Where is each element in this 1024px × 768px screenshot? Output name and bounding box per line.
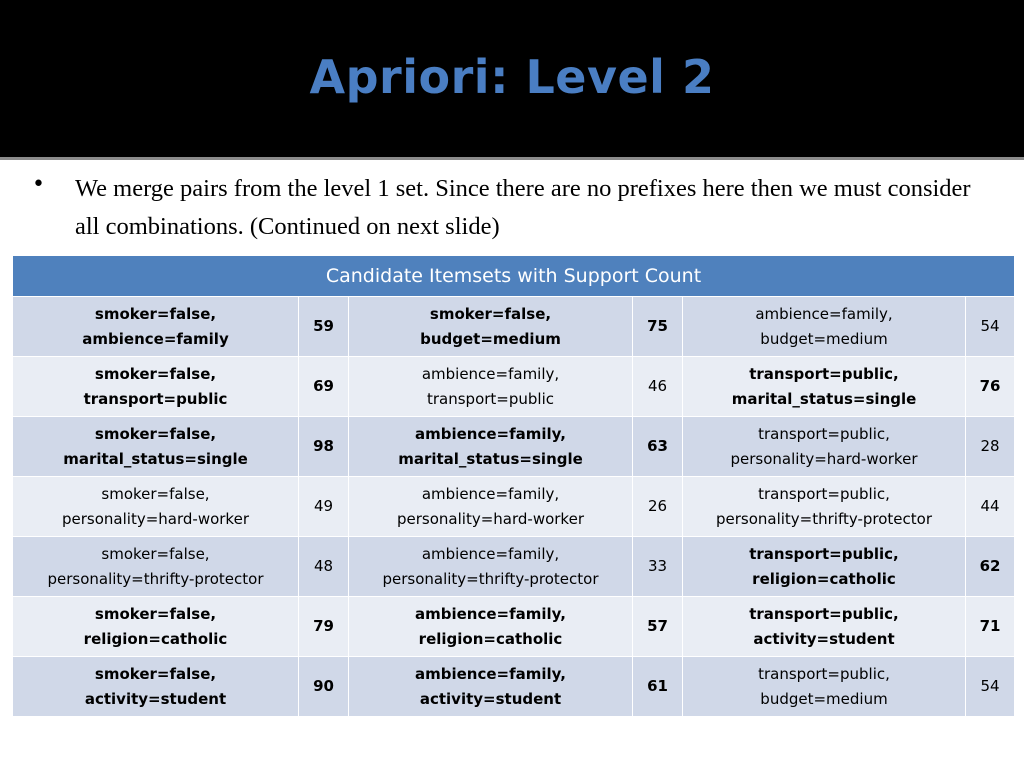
support-count-cell: 75 bbox=[633, 297, 683, 357]
itemset-cell bbox=[13, 297, 299, 357]
support-count-cell: 33 bbox=[633, 537, 683, 597]
itemset-cell bbox=[13, 657, 299, 717]
itemset-line-1: transport=public, bbox=[749, 604, 899, 623]
itemset-cell bbox=[13, 417, 299, 477]
itemset-cell bbox=[349, 357, 633, 417]
support-count-cell: 28 bbox=[966, 417, 1015, 477]
title-divider bbox=[0, 157, 1024, 160]
itemset-line-1: ambience=family, bbox=[421, 364, 560, 383]
itemset-line-2: personality=hard-worker bbox=[730, 449, 918, 468]
itemset-line-1: transport=public, bbox=[758, 484, 890, 503]
table-header-row bbox=[13, 256, 1015, 297]
itemset-cell bbox=[683, 537, 966, 597]
itemset-line-1: ambience=family, bbox=[421, 544, 560, 563]
support-count-cell: 71 bbox=[966, 597, 1015, 657]
itemset-line-1: smoker=false, bbox=[94, 364, 217, 383]
itemset-line-2: transport=public bbox=[426, 389, 554, 408]
support-count-cell: 49 bbox=[299, 477, 349, 537]
support-count-cell: 98 bbox=[299, 417, 349, 477]
itemset-line-1: smoker=false, bbox=[94, 304, 217, 323]
itemset-cell bbox=[683, 417, 966, 477]
itemset-line-2: religion=catholic bbox=[752, 569, 896, 588]
table-row bbox=[13, 477, 1015, 537]
itemset-line-1: transport=public, bbox=[749, 364, 899, 383]
itemset-line-2: religion=catholic bbox=[83, 629, 228, 648]
itemset-cell bbox=[349, 657, 633, 717]
bullet-icon: • bbox=[32, 172, 45, 197]
itemset-line-1: ambience=family, bbox=[421, 484, 560, 503]
itemset-line-2: budget=medium bbox=[760, 329, 888, 348]
table-row bbox=[13, 297, 1015, 357]
support-count-cell: 59 bbox=[299, 297, 349, 357]
itemset-line-2: activity=student bbox=[84, 689, 227, 708]
itemset-cell bbox=[349, 537, 633, 597]
bullet-text: We merge pairs from the level 1 set. Since there are no prefixes here then we must consider all combinations. (Continued on next slide) bbox=[75, 175, 971, 240]
support-count-cell: 61 bbox=[633, 657, 683, 717]
support-count-cell: 44 bbox=[966, 477, 1015, 537]
support-count-cell: 63 bbox=[633, 417, 683, 477]
support-count-cell: 46 bbox=[633, 357, 683, 417]
itemset-line-2: transport=public bbox=[83, 389, 228, 408]
itemset-line-2: marital_status=single bbox=[398, 449, 583, 468]
table-row bbox=[13, 417, 1015, 477]
itemset-cell bbox=[683, 477, 966, 537]
itemset-cell bbox=[683, 297, 966, 357]
table-row bbox=[13, 657, 1015, 717]
itemset-line-1: smoker=false, bbox=[429, 304, 552, 323]
itemset-cell bbox=[13, 477, 299, 537]
itemset-cell bbox=[683, 657, 966, 717]
itemset-line-1: ambience=family, bbox=[415, 424, 566, 443]
table-row bbox=[13, 537, 1015, 597]
itemset-line-1: transport=public, bbox=[749, 544, 899, 563]
support-count-cell: 76 bbox=[966, 357, 1015, 417]
itemset-cell bbox=[13, 597, 299, 657]
support-count-cell: 79 bbox=[299, 597, 349, 657]
itemset-line-1: ambience=family, bbox=[415, 604, 566, 623]
itemset-line-1: smoker=false, bbox=[94, 604, 217, 623]
itemset-line-1: ambience=family, bbox=[415, 664, 566, 683]
itemset-cell bbox=[349, 597, 633, 657]
itemset-cell bbox=[349, 297, 633, 357]
table-row bbox=[13, 357, 1015, 417]
itemset-line-2: ambience=family bbox=[82, 329, 229, 348]
itemset-line-2: marital_status=single bbox=[63, 449, 248, 468]
support-count-cell: 69 bbox=[299, 357, 349, 417]
candidate-itemsets-table bbox=[12, 255, 1015, 717]
itemset-cell bbox=[683, 597, 966, 657]
slide-title: Apriori: Level 2 bbox=[309, 50, 715, 104]
itemset-line-2: activity=student bbox=[419, 689, 562, 708]
itemset-cell bbox=[349, 417, 633, 477]
itemset-line-1: transport=public, bbox=[758, 424, 890, 443]
support-count-cell: 48 bbox=[299, 537, 349, 597]
support-count-cell: 90 bbox=[299, 657, 349, 717]
itemset-cell bbox=[13, 357, 299, 417]
itemset-line-2: personality=hard-worker bbox=[397, 509, 584, 528]
itemset-line-1: smoker=false, bbox=[94, 424, 217, 443]
itemset-line-2: marital_status=single bbox=[731, 389, 917, 408]
table-row bbox=[13, 597, 1015, 657]
support-count-cell: 26 bbox=[633, 477, 683, 537]
itemset-cell bbox=[13, 537, 299, 597]
itemset-line-2: activity=student bbox=[753, 629, 895, 648]
itemset-line-2: personality=thrifty-protector bbox=[47, 569, 264, 588]
table-header: Candidate Itemsets with Support Count bbox=[13, 256, 1015, 297]
support-count-cell: 62 bbox=[966, 537, 1015, 597]
support-count-cell: 54 bbox=[966, 657, 1015, 717]
itemset-line-1: ambience=family, bbox=[755, 304, 893, 323]
support-count-cell: 57 bbox=[633, 597, 683, 657]
itemset-line-2: budget=medium bbox=[420, 329, 561, 348]
itemset-line-2: budget=medium bbox=[760, 689, 888, 708]
table-body bbox=[13, 297, 1015, 717]
itemset-line-2: personality=thrifty-protector bbox=[715, 509, 933, 528]
itemset-line-1: smoker=false, bbox=[101, 544, 210, 563]
support-count-cell: 54 bbox=[966, 297, 1015, 357]
itemset-line-1: smoker=false, bbox=[94, 664, 217, 683]
itemset-line-1: smoker=false, bbox=[101, 484, 210, 503]
itemset-line-1: transport=public, bbox=[758, 664, 890, 683]
itemset-line-2: religion=catholic bbox=[418, 629, 563, 648]
itemset-line-2: personality=hard-worker bbox=[62, 509, 249, 528]
itemset-cell bbox=[349, 477, 633, 537]
itemset-cell bbox=[683, 357, 966, 417]
itemset-line-2: personality=thrifty-protector bbox=[382, 569, 599, 588]
